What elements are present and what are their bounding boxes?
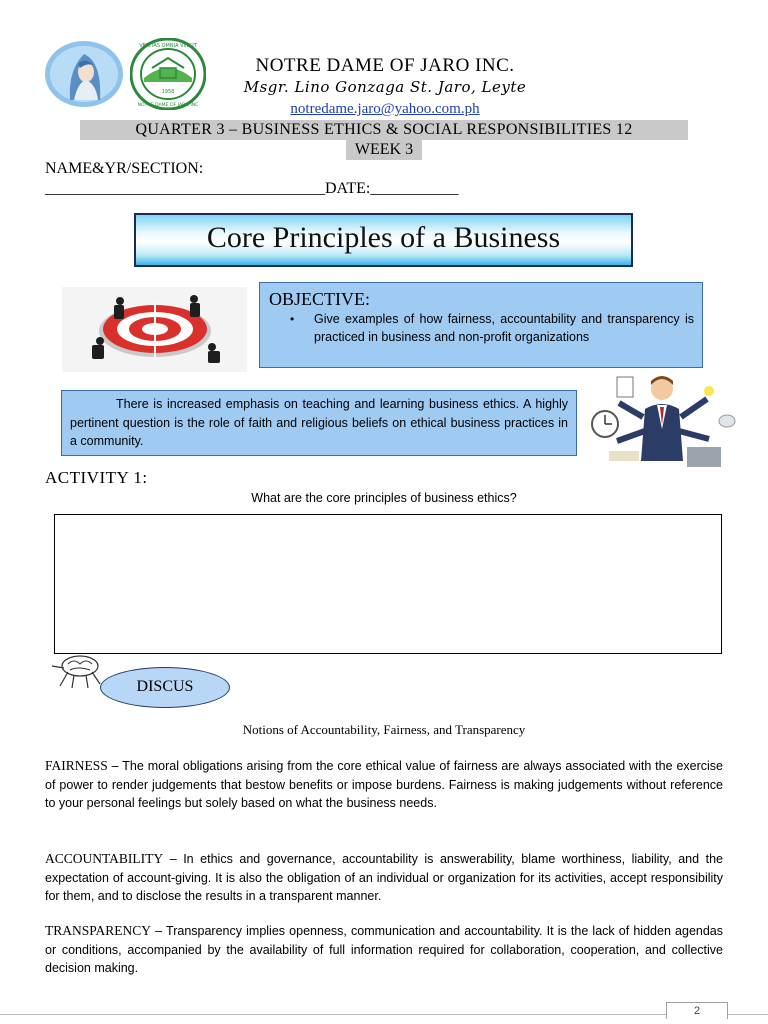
accountability-term: ACCOUNTABILITY	[45, 851, 164, 866]
activity-question: What are the core principles of business ethics?	[251, 491, 517, 505]
fairness-paragraph	[45, 757, 723, 813]
objective-text: Give examples of how fairness, accountability and transparency is practiced in business and non-profit organizations	[314, 312, 694, 344]
accountability-paragraph	[45, 850, 723, 906]
school-address: Msgr. Lino Gonzaga St. Jaro, Leyte	[243, 78, 527, 96]
answer-box[interactable]	[54, 514, 722, 654]
quarter-heading: QUARTER 3 – BUSINESS ETHICS & SOCIAL RESPONSIBILITIES 12	[80, 120, 688, 140]
notions-title: Notions of Accountability, Fairness, and Transparency	[242, 722, 526, 737]
seal-school-name: NOTRE DAME OF JARO INC	[137, 103, 199, 108]
discuss-label: DISCUS	[100, 667, 230, 708]
brain-character-icon	[46, 654, 108, 690]
transparency-term: TRANSPARENCY	[45, 923, 152, 938]
busy-businessman-illustration	[587, 369, 737, 469]
week-heading: WEEK 3	[346, 140, 422, 160]
objective-title: OBJECTIVE:	[269, 289, 370, 309]
transparency-paragraph	[45, 922, 723, 978]
name-date-line: ___________________________________DATE:___________	[45, 180, 459, 197]
activity-title: ACTIVITY 1:	[45, 468, 148, 487]
title-banner	[134, 213, 633, 267]
school-email-link[interactable]: notredame.jaro@yahoo.com.ph	[290, 101, 480, 117]
intro-text-box: There is increased emphasis on teaching and learning business ethics. A highly pertinent question is the role of faith and religious beliefs on ethical business practices in a community.	[61, 390, 577, 456]
accountability-text: – In ethics and governance, accountability is answerability, blame worthiness, liability, and the expectation of account-giving. It is also the obligation of an individual or organization for its activities, accept responsibility for them, and to disclose the results in a transparent manner.	[45, 852, 723, 903]
fairness-text: – The moral obligations arising from the core ethical value of fairness are always associated with the exercise of power to render judgements that bestow benefits or impose burdens. Fairness is making judgements without reference to your personal feelings but solely based on what the business needs.	[45, 759, 723, 810]
school-logo-mary	[44, 40, 124, 108]
banner-title: Core Principles of a Business	[206, 221, 561, 254]
school-name: NOTRE DAME OF JARO INC.	[255, 55, 515, 76]
bullet-icon: •	[290, 312, 295, 326]
fairness-term: FAIRNESS	[45, 758, 108, 773]
target-teamwork-illustration	[62, 287, 247, 372]
seal-motto: VERITAS OMNIA VINCIT	[139, 43, 197, 49]
page-number: 2	[666, 1002, 728, 1019]
school-seal-logo	[130, 38, 206, 110]
name-section-label: NAME&YR/SECTION:	[45, 160, 204, 177]
seal-year-label: 1958	[161, 89, 175, 95]
footer-divider	[0, 1014, 768, 1015]
objective-box	[259, 282, 703, 368]
transparency-text: – Transparency implies openness, communication and accountability. It is the lack of hidden agendas or conditions, accompanied by the availability of full information required for collaboration, cooperation, and collective decision making.	[45, 924, 723, 975]
